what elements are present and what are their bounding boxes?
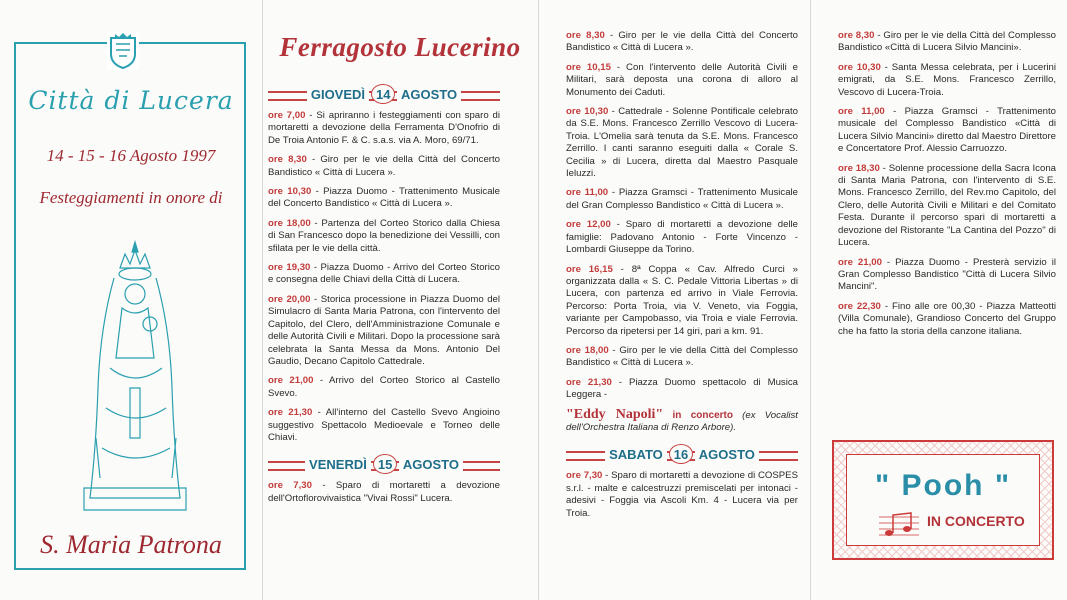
event-time: ore 21,30 <box>268 407 313 419</box>
event-entry <box>268 110 500 147</box>
day-number: 15 <box>373 454 397 474</box>
day-month: AGOSTO <box>397 87 461 102</box>
event-entry <box>268 186 500 211</box>
event-description: - Piazza Gramsci - Trattenimento musicale del Complesso Bandistico «Città di Lucera Silvio Mancini» diretto dal Maestro Direttore e Concertatore Prof. Alessio Carruozzo. <box>838 106 1056 155</box>
event-description: - Piazza Duomo - Presterà servizio il Gran Complesso Bandistico "Città di Lucera Silvio Mancini". <box>838 256 1057 293</box>
eddy-napoli-note: (ex Vocalist dell'Orchestra Italiana di Renzo Arbore). <box>566 409 798 433</box>
event-time: ore 10,30 <box>268 186 312 198</box>
event-entry <box>838 30 1056 55</box>
event-entry <box>566 470 798 520</box>
event-description: - Cattedrale - Solenne Pontificale celebrato da S.E. Mons. Francesco Zerrillo Vescovo di Lucera-Troia. L'Omelia sarà tenuta da S.E. Mons. Francesco Zerrillo. I canti saranno eseguiti dalla « Corale S. Cecilia » di Lucera, diretta dal Maestro Pasquale Ieluzzi. <box>566 106 798 180</box>
event-description: - Sparo di mortaretti a devozione dell'Ortoflorovivaistica "Vivai Rossi" Lucera. <box>268 480 500 504</box>
event-entry <box>566 377 798 402</box>
fold-line <box>538 0 539 600</box>
event-description: - Sparo di mortaretti a devozione di COSPES s.r.l. - malte e calcestruzzi premiscelati per intonaci - adesivi - Foggia via Ascoli Km. 4 - Lucera via per Troia. <box>566 470 798 519</box>
panel-friday <box>552 0 810 600</box>
day-number: 16 <box>669 444 693 464</box>
saturday-events <box>838 30 1056 338</box>
pooh-concert-box <box>832 440 1054 560</box>
event-description: - Piazza Duomo spettacolo di Musica Leggera - <box>566 376 798 401</box>
day-banner-friday <box>268 454 500 474</box>
event-entry <box>566 264 798 338</box>
event-time: ore 10,30 <box>566 106 609 118</box>
eddy-napoli-name: "Eddy Napoli" <box>566 406 664 422</box>
event-entry <box>566 62 798 99</box>
event-entry <box>566 106 798 180</box>
event-time: ore 16,15 <box>566 263 613 275</box>
music-notes-icon <box>877 511 921 541</box>
friday-events <box>566 30 798 402</box>
event-description: - Con l'intervento delle Autorità Civili e Militari, sarà deposta una corona di alloro al Monumento dei Caduti. <box>566 61 799 98</box>
event-time: ore 10,30 <box>838 61 881 73</box>
event-entry <box>268 154 500 179</box>
thursday-events <box>268 110 500 444</box>
event-time: ore 12,00 <box>566 219 611 231</box>
thursday-column <box>268 80 500 512</box>
event-entry <box>838 106 1056 156</box>
eddy-napoli-label: in concerto <box>663 409 733 421</box>
event-time: ore 7,00 <box>268 110 306 121</box>
event-description: - Piazza Duomo - Trattenimento Musicale del Concerto Bandistico « Città di Lucera ». <box>268 186 500 210</box>
event-description: - Piazza Duomo - Arrivo del Corteo Storico e consegna delle Chiavi della Città di Lucera. <box>268 262 500 286</box>
city-crest-icon <box>107 32 139 70</box>
event-description: - Solenne processione della Sacra Icona di Santa Maria Patrona, con l'intervento di S.E. Mons. Francesco Zerrillo, del Rev.mo Capitolo, del Clero, delle Autorità Civili e Militari e del Comitato Festa. Durante il percorso spari di mortaretti a devozione del Ristorante "La Cantina del Pozzo" di Lucera. <box>838 162 1056 249</box>
event-time: ore 18,00 <box>566 344 609 356</box>
event-entry <box>838 163 1056 250</box>
event-description: - 8ª Coppa « Cav. Alfredo Curci » organizzata dalla « S. C. Pedale Vittoria Libertas » di Lucera, con partenza ed arrivo in Viale Ferrovia. Percorso: Porta Troia, via V. Veneto, via Foggia, variante per Campobasso, via Troia e viale Ferrovia. Percorso da ripetersi per 14 giri, pari a km. 91. <box>566 263 798 337</box>
event-description: - Santa Messa celebrata, per i Lucerini emigrati, da S.E. Mons. Francesco Zerrillo, Vescovo di Lucera-Troia. <box>838 61 1056 98</box>
day-weekday: VENERDÌ <box>305 457 371 472</box>
event-entry <box>838 62 1056 99</box>
event-entry <box>838 301 1056 338</box>
event-time: ore 22,30 <box>838 300 881 312</box>
event-entry <box>566 219 798 256</box>
event-time: ore 20,00 <box>268 293 311 305</box>
event-entry <box>268 262 500 287</box>
day-number: 14 <box>371 84 395 104</box>
event-entry <box>566 345 798 370</box>
event-entry <box>566 187 798 212</box>
eddy-napoli-entry <box>566 406 798 435</box>
event-time: ore 11,00 <box>838 106 885 118</box>
event-description: - Piazza Gramsci - Trattenimento Musicale del Gran Complesso Bandistico « Città di Lucera ». <box>566 187 798 211</box>
event-description: - Giro per le vie della Città del Complesso Bandistico « Città di Lucera ». <box>566 344 798 369</box>
day-banner-saturday <box>566 444 798 464</box>
day-banner-thursday <box>268 84 500 104</box>
patron-saint-title: S. Maria Patrona <box>40 530 222 559</box>
event-description: - Fino alle ore 00,30 - Piazza Matteotti (Villa Comunale), Grandioso Concerto del Gruppo che ha fatto la storia della canzone italiana. <box>838 300 1056 337</box>
festeggiamenti-heading: Festeggiamenti in onore di <box>39 188 223 207</box>
event-time: ore 21,30 <box>566 376 612 388</box>
festival-dates: 14 - 15 - 16 Agosto 1997 <box>46 146 216 165</box>
event-description: - Arrivo del Corteo Storico al Castello Svevo. <box>268 375 500 399</box>
friday-column <box>566 30 798 527</box>
day-weekday: SABATO <box>605 447 667 462</box>
friday-events-start <box>268 480 500 505</box>
event-description: - Giro per le vie della Città del Complesso Bandistico «Città di Lucera Silvio Mancini». <box>838 30 1056 54</box>
event-entry <box>268 480 500 505</box>
panel-thursday <box>262 0 538 600</box>
event-entry <box>268 375 500 400</box>
day-month: AGOSTO <box>399 457 463 472</box>
event-time: ore 18,00 <box>268 217 311 229</box>
event-description: - Partenza del Corteo Storico dalla Chiesa di San Francesco dopo la benedizione dei Vessilli, con sfilata per le vie della città. <box>268 217 500 254</box>
fold-line <box>810 0 811 600</box>
event-description: - Sparo di mortaretti a devozione delle famiglie: Padovano Antonio - Forte Vincenzo - Lombardi Giuseppe da Torino. <box>566 219 799 256</box>
main-title: Ferragosto Lucerino <box>279 32 521 62</box>
event-description: - Si apriranno i festeggiamenti con sparo di mortaretti a devozione della Ferramenta D'Onofrio di De Troia Antonio F. & C. s.a.s. via A. Moro, 69/71. <box>268 110 500 146</box>
event-time: ore 18,30 <box>838 162 880 174</box>
event-time: ore 11,00 <box>566 187 609 199</box>
event-entry <box>566 30 798 55</box>
event-description: - All'interno del Castello Svevo Angioino suggestivo Spettacolo Medioevale e Torneo delle Chiavi. <box>268 407 500 443</box>
cover-panel <box>0 0 262 600</box>
event-entry <box>268 218 500 255</box>
event-time: ore 8,30 <box>838 30 875 41</box>
saturday-column <box>838 30 1056 345</box>
event-entry <box>268 407 500 444</box>
saturday-events-start <box>566 470 798 520</box>
event-time: ore 21,00 <box>268 375 314 387</box>
event-entry <box>268 294 500 368</box>
event-time: ore 8,30 <box>268 154 307 166</box>
event-time: ore 19,30 <box>268 262 311 274</box>
pooh-band-name: " Pooh " <box>874 469 1012 502</box>
pooh-concert-label: IN CONCERTO <box>927 513 1025 529</box>
event-description: - Storica processione in Piazza Duomo del Simulacro di Santa Maria Patrona, con l'intervento del Capitolo, del Clero, dell'Amministrazione Comunale e delle Autorità Civili e Militari. Dopo la processione sarà celebrata la Santa Messa da Mons. Antonio Del Gaudio, Decano Capitolo Cattedrale. <box>268 293 501 367</box>
day-month: AGOSTO <box>695 447 759 462</box>
event-description: - Giro per le vie della Città del Concerto Bandistico « Città di Lucera ». <box>566 30 798 54</box>
event-time: ore 7,30 <box>566 470 603 482</box>
madonna-statue-icon <box>70 238 200 518</box>
event-time: ore 7,30 <box>268 480 312 492</box>
event-time: ore 21,00 <box>838 256 882 268</box>
event-time: ore 10,15 <box>566 61 611 73</box>
event-entry <box>838 257 1056 294</box>
day-weekday: GIOVEDÌ <box>307 87 369 102</box>
city-title: Città di Lucera <box>28 86 234 115</box>
event-time: ore 8,30 <box>566 30 605 41</box>
event-description: - Giro per le vie della Città del Concerto Bandistico « Città di Lucera ». <box>268 154 500 178</box>
